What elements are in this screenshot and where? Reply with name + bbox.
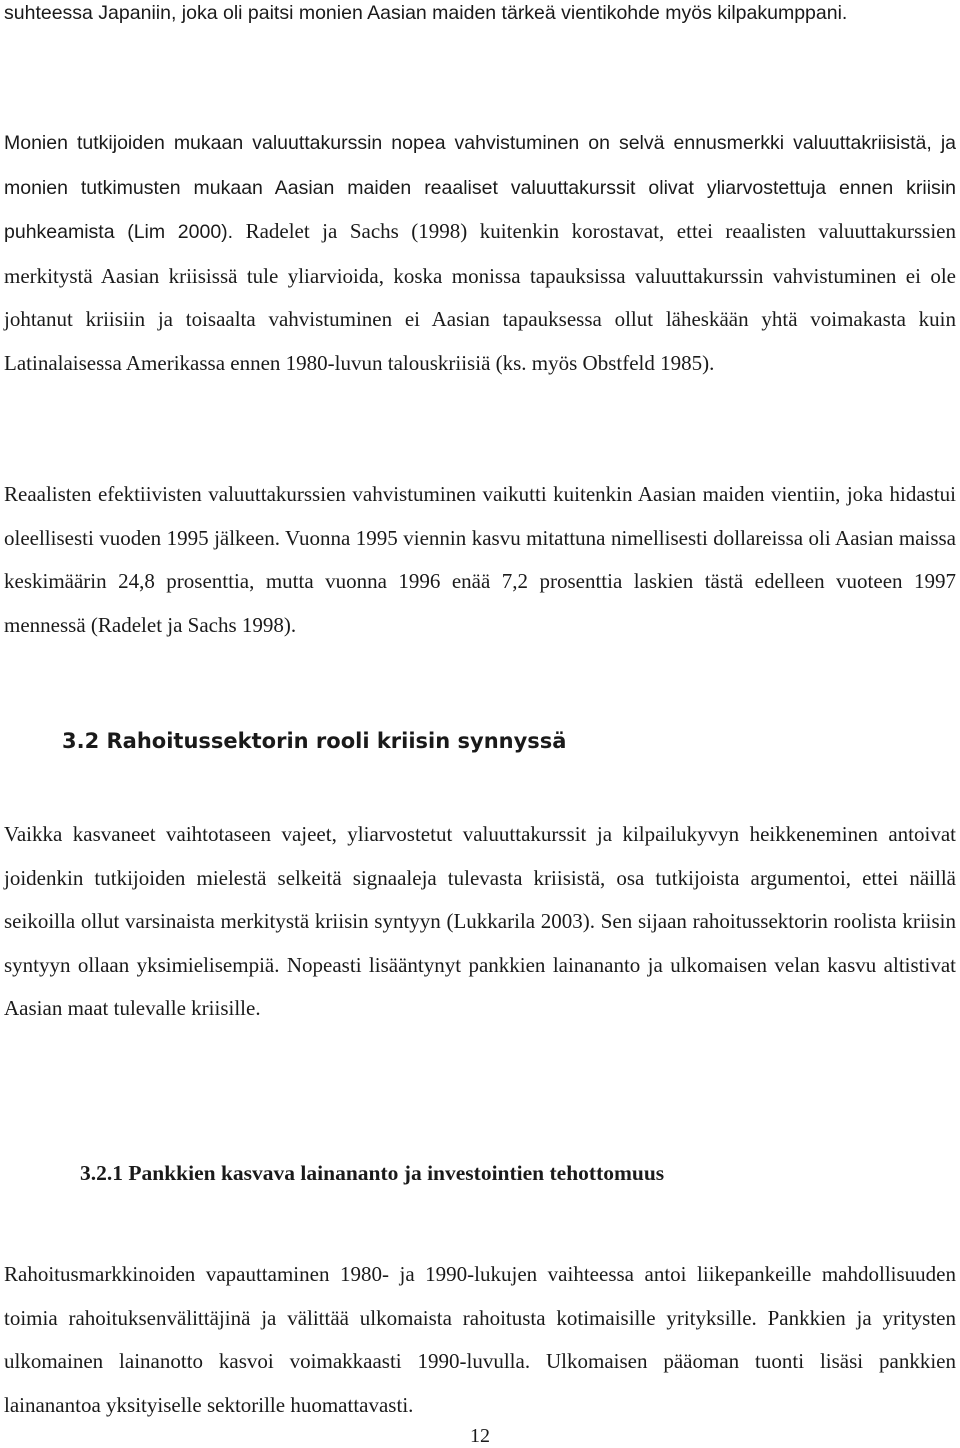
paragraph-financial-sector-role: Vaikka kasvaneet vaihtotaseen vajeet, yliarvostetut valuuttakurssit ja kilpailukyvyn heikkeneminen antoivat joidenkin tutkijoiden mielestä selkeitä signaaleja tulevasta kriisistä, osa tutkijoista argumentoi, ettei näillä seikoilla ollut varsinaista merkitystä kriisin syntyyn (Lukkarila 2003). Sen sijaan rahoitussektorin roolista kriisin syntyyn ollaan yksimielisempiä. Nopeasti lisääntynyt pankkien lainananto ja ulkomaisen velan kasvu altistivat Aasian maat tulevalle kriisille. [4, 822, 956, 1020]
paragraph-part-sans: Monien tutkijoiden mukaan valuuttakurssin nopea vahvistuminen on selvä ennusmerkki valuuttakriisistä, ja monien tutkimusten mukaan Aasian maiden reaaliset valuuttakurssit olivat yliarvostettuja ennen kriisin puhkeamista (Lim 2000). [4, 132, 956, 243]
paragraph-financial-liberalisation: Rahoitusmarkkinoiden vapauttaminen 1980- ja 1990-lukujen vaihteessa antoi liikepankeille mahdollisuuden toimia rahoituksenvälittäjinä ja välittää ulkomaista rahoitusta kotimaisille yrityksille. Pankkien ja yritysten ulkomainen lainanotto kasvoi voimakkaasti 1990-luvulla. Ulkomaisen pääoman tuonti lisäsi pankkien lainanantoa yksityiselle sektorille huomattavasti. [4, 1262, 956, 1417]
paragraph-part-serif: Radelet ja Sachs (1998) kuitenkin korostavat, ettei reaalisten valuuttakurssien merkitystä Aasian kriisissä tule yliarvioida, koska monissa tapauksissa valuuttakurssin vahvistuminen ei ole johtanut kriisiin ja toisaalta vahvistuminen ei Aasian tapauksessa ollut läheskään yhtä voimakasta kuin Latinalaisessa Amerikassa ennen 1980-luvun talouskriisiä (ks. myös Obstfeld 1985). [4, 219, 956, 375]
subsection-heading-3-2-1: 3.2.1 Pankkien kasvava lainananto ja investointien tehottomuus [80, 1161, 665, 1185]
paragraph-exchange-rate-appreciation [4, 121, 956, 385]
page-number: 12 [470, 1425, 490, 1447]
section-heading-3-2: 3.2 Rahoitussektorin rooli kriisin synnyssä [62, 729, 567, 753]
paragraph-export-slowdown: Reaalisten efektiivisten valuuttakurssien vahvistuminen vaikutti kuitenkin Aasian maiden vientiin, joka hidastui oleellisesti vuoden 1995 jälkeen. Vuonna 1995 viennin kasvu mitattuna nimellisesti dollareissa oli Aasian maissa keskimäärin 24,8 prosenttia, mutta vuonna 1996 enää 7,2 prosenttia laskien tästä edelleen vuoteen 1997 mennessä (Radelet ja Sachs 1998). [4, 482, 956, 637]
paragraph-japan-competitor: suhteessa Japaniin, joka oli paitsi monien Aasian maiden tärkeä vientikohde myös kilpakumppani. [4, 2, 848, 24]
